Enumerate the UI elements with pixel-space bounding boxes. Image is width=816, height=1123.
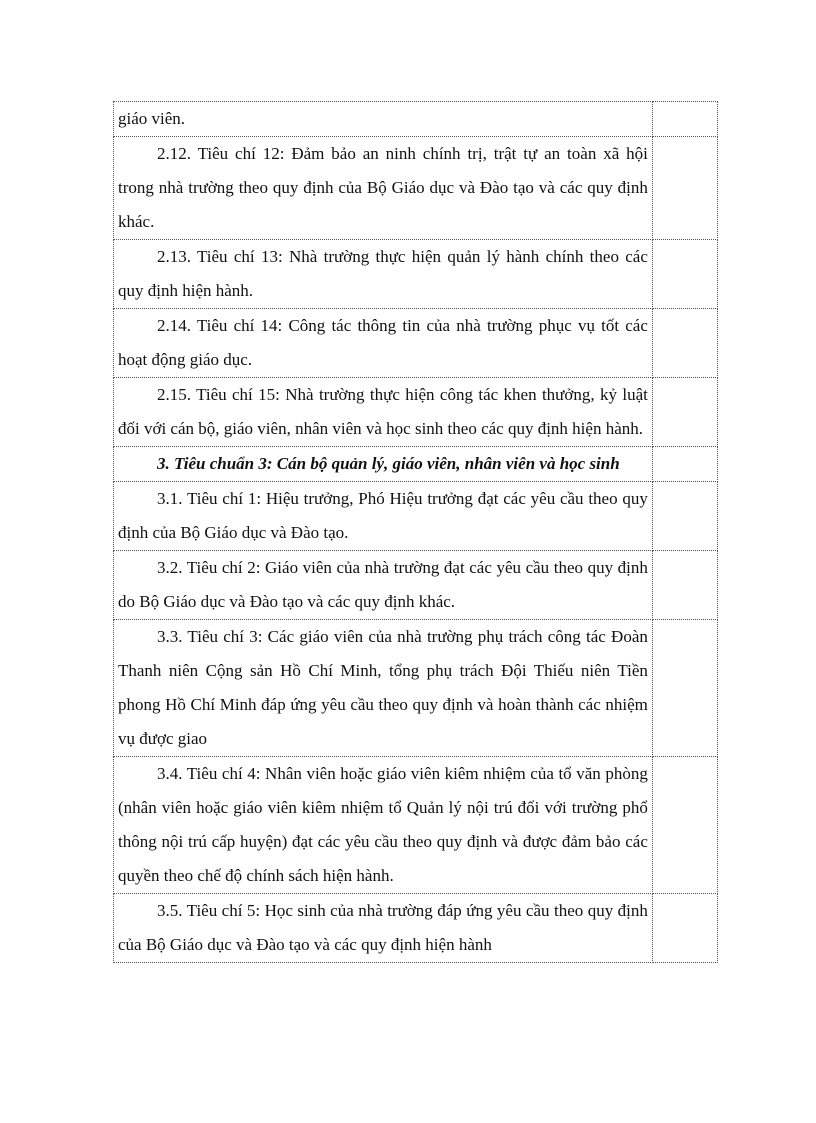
table-row [114, 378, 718, 447]
standard-heading-cell [114, 447, 653, 482]
table-row [114, 309, 718, 378]
empty-cell [652, 894, 717, 963]
criterion-text: 2.13. Tiêu chí 13: Nhà trường thực hiện quản lý hành chính theo các quy định hiện hành. [118, 247, 648, 300]
table-row [114, 894, 718, 963]
criterion-text: 2.14. Tiêu chí 14: Công tác thông tin của nhà trường phục vụ tốt các hoạt động giáo dục. [118, 316, 648, 369]
table-row [114, 240, 718, 309]
criterion-text-cell [114, 551, 653, 620]
table-row [114, 757, 718, 894]
table-row [114, 137, 718, 240]
criterion-text: 3.2. Tiêu chí 2: Giáo viên của nhà trường đạt các yêu cầu theo quy định do Bộ Giáo dục và Đào tạo và các quy định khác. [118, 558, 648, 611]
empty-cell [652, 757, 717, 894]
table-row [114, 447, 718, 482]
table-row [114, 102, 718, 137]
criterion-text-cell [114, 757, 653, 894]
empty-cell [652, 309, 717, 378]
criterion-text-cell [114, 102, 653, 137]
empty-cell [652, 482, 717, 551]
criterion-text: 3.1. Tiêu chí 1: Hiệu trưởng, Phó Hiệu trưởng đạt các yêu cầu theo quy định của Bộ Giáo dục và Đào tạo. [118, 489, 648, 542]
standard-heading: 3. Tiêu chuẩn 3: Cán bộ quản lý, giáo viên, nhân viên và học sinh [157, 454, 620, 473]
table-row [114, 620, 718, 757]
criterion-text: 2.12. Tiêu chí 12: Đảm bảo an ninh chính trị, trật tự an toàn xã hội trong nhà trường theo quy định của Bộ Giáo dục và Đào tạo và các quy định khác. [118, 144, 648, 231]
empty-cell [652, 102, 717, 137]
criteria-table [113, 101, 718, 963]
empty-cell [652, 137, 717, 240]
criterion-text: 3.3. Tiêu chí 3: Các giáo viên của nhà trường phụ trách công tác Đoàn Thanh niên Cộng sản Hồ Chí Minh, tổng phụ trách Đội Thiếu niên Tiền phong Hồ Chí Minh đáp ứng yêu cầu theo quy định và hoàn thành các nhiệm vụ được giao [118, 627, 648, 748]
criterion-text-cell [114, 137, 653, 240]
empty-cell [652, 551, 717, 620]
table-row [114, 551, 718, 620]
empty-cell [652, 447, 717, 482]
criterion-text-cell [114, 309, 653, 378]
criterion-text: 3.4. Tiêu chí 4: Nhân viên hoặc giáo viên kiêm nhiệm của tổ văn phòng (nhân viên hoặc giáo viên kiêm nhiệm tổ Quản lý nội trú đối với trường phổ thông nội trú cấp huyện) đạt các yêu cầu theo quy định và được đảm bảo các quyền theo chế độ chính sách hiện hành. [118, 764, 648, 885]
criterion-text-cell [114, 620, 653, 757]
empty-cell [652, 620, 717, 757]
criterion-text-cell [114, 894, 653, 963]
criterion-text: 3.5. Tiêu chí 5: Học sinh của nhà trường đáp ứng yêu cầu theo quy định của Bộ Giáo dục và Đào tạo và các quy định hiện hành [118, 901, 648, 954]
empty-cell [652, 240, 717, 309]
empty-cell [652, 378, 717, 447]
table-row [114, 482, 718, 551]
criterion-text-cell [114, 482, 653, 551]
criterion-text: giáo viên. [118, 109, 186, 128]
criterion-text-cell [114, 378, 653, 447]
criterion-text: 2.15. Tiêu chí 15: Nhà trường thực hiện công tác khen thưởng, kỷ luật đối với cán bộ, giáo viên, nhân viên và học sinh theo các quy định hiện hành. [118, 385, 648, 438]
criterion-text-cell [114, 240, 653, 309]
